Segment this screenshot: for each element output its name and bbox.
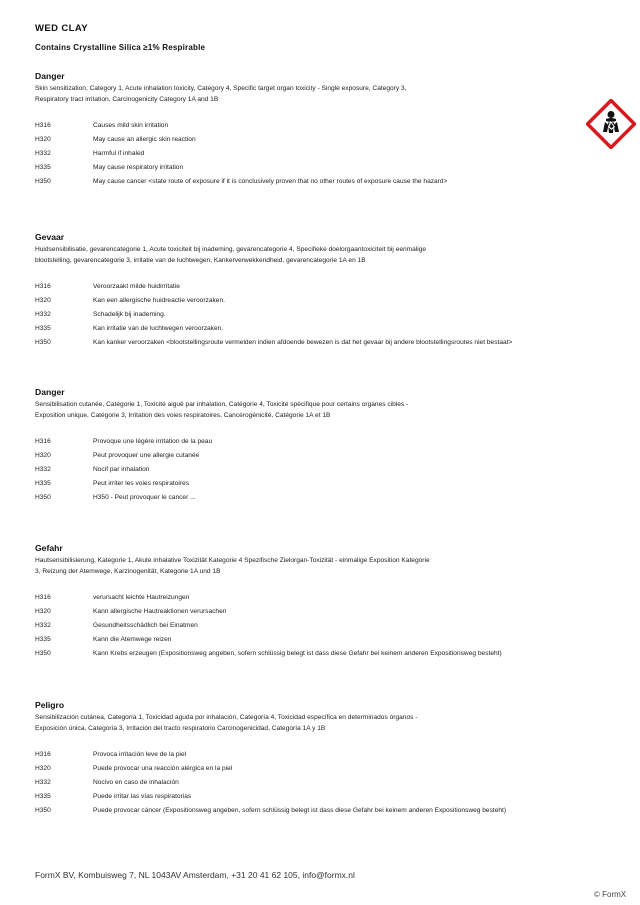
hazard-statement xyxy=(35,807,555,821)
hazard-statement xyxy=(35,793,555,807)
hazard-text: Schadelijk bij inademing. xyxy=(93,311,166,318)
hazard-statement xyxy=(35,311,555,325)
hazard-text: Harmful if inhaled xyxy=(93,150,145,157)
hazard-section-spanish xyxy=(35,700,555,821)
hazard-code: H350 xyxy=(35,178,51,185)
hazard-code: H332 xyxy=(35,150,51,157)
hazard-code: H350 xyxy=(35,339,51,346)
hazard-statement-list xyxy=(35,122,555,192)
hazard-text: Nocivo en caso de inhalación xyxy=(93,779,179,786)
hazard-code: H332 xyxy=(35,622,51,629)
hazard-statement-list xyxy=(35,751,555,821)
hazard-code: H316 xyxy=(35,122,51,129)
hazard-text: Kann die Atemwege reizen xyxy=(93,636,172,643)
hazard-classification: Hautsensibilisierung, Kategorie 1, Akute inhalative Toxizität Kategorie 4 Spezifische Zielorgan-Toxizität - einmalige Exposition Kategorie 3, Reizung der Atemwege, Karzinogenität, Kategorie 1A und 1B xyxy=(35,557,430,575)
signal-word: Danger xyxy=(35,387,65,397)
hazard-code: H320 xyxy=(35,297,51,304)
hazard-code: H320 xyxy=(35,452,51,459)
hazard-statement xyxy=(35,622,555,636)
hazard-statement xyxy=(35,765,555,779)
hazard-text: May cause an allergic skin reaction xyxy=(93,136,196,143)
hazard-code: H332 xyxy=(35,466,51,473)
hazard-code: H316 xyxy=(35,751,51,758)
hazard-code: H316 xyxy=(35,283,51,290)
hazard-text: Puede provocar cáncer (Expositionsweg angeben, sofern schlüssig belegt ist dass diese Gefahr bei keinem anderen Expositionsweg besteht) xyxy=(93,807,507,814)
product-title: WED CLAY xyxy=(35,23,88,34)
hazard-statement xyxy=(35,178,555,192)
hazard-text: Kan irritatie van de luchtwegen veroorzaken. xyxy=(93,325,224,332)
hazard-code: H316 xyxy=(35,438,51,445)
hazard-statement xyxy=(35,480,555,494)
hazard-code: H350 xyxy=(35,494,51,501)
hazard-text: Kann Krebs erzeugen (Expositionsweg angeben, sofern schlüssig belegt ist dass diese Gefahr bei keinem anderen Expositionsweg besteht) xyxy=(93,650,502,657)
hazard-section-german xyxy=(35,543,555,664)
hazard-statement xyxy=(35,136,555,150)
signal-word: Peligro xyxy=(35,700,65,710)
signal-word: Gevaar xyxy=(35,232,65,242)
hazard-section-english xyxy=(35,71,555,192)
health-hazard-icon xyxy=(586,99,636,149)
hazard-text: Peut irriter les voies respiratoires xyxy=(93,480,190,487)
hazard-statement xyxy=(35,339,555,353)
signal-word: Gefahr xyxy=(35,543,63,553)
copyright-notice: © FormX xyxy=(594,890,627,899)
hazard-text: Causes mild skin irritation xyxy=(93,122,169,129)
hazard-statement xyxy=(35,636,555,650)
hazard-statement xyxy=(35,164,555,178)
hazard-section-dutch xyxy=(35,232,555,353)
hazard-statement xyxy=(35,608,555,622)
hazard-statement xyxy=(35,325,555,339)
hazard-code: H350 xyxy=(35,807,51,814)
hazard-code: H320 xyxy=(35,765,51,772)
hazard-text: H350 - Peut provoquer le cancer ... xyxy=(93,494,196,501)
hazard-classification: Sensibilisation cutanée, Catégorie 1, Toxicité aiguë par inhalation, Catégorie 4, Toxicité spécifique pour certains organes cibles - Exposition unique, Catégorie 3, Irritation des voies respiratoires, Cancérogénicité, Catégorie 1A et 1B xyxy=(35,401,409,419)
hazard-classification: Skin sensitization, Category 1, Acute inhalation toxicity, Category 4, Specific target organ toxicity - Single exposure, Category 3, Respiratory tract irritation, Carcinogenicity Category 1A and 1B xyxy=(35,85,407,103)
hazard-text: Kann allergische Hautreaktionen verursachen xyxy=(93,608,227,615)
hazard-section-french xyxy=(35,387,555,508)
hazard-statement-list xyxy=(35,594,555,664)
hazard-classification: Sensibilización cutánea, Categoría 1, Toxicidad aguda por inhalación, Categoría 4, Toxicidad específica en determinados órganos - Exposición única, Categoría 3, Irritación del tracto respiratorio Carcinogenicidad, Categoría 1A y 1B xyxy=(35,714,418,732)
hazard-text: May cause cancer <state route of exposure if it is conclusively proven that no other routes of exposure cause the hazard> xyxy=(93,178,448,185)
signal-word: Danger xyxy=(35,71,65,81)
hazard-code: H335 xyxy=(35,325,51,332)
hazard-statement xyxy=(35,150,555,164)
hazard-text: Puede irritar las vías respiratorias xyxy=(93,793,192,800)
silica-warning-subtitle: Contains Crystalline Silica ≥1% Respirable xyxy=(35,43,206,52)
hazard-statement xyxy=(35,452,555,466)
hazard-text: Puede provocar una reacción alérgica en la piel xyxy=(93,765,233,772)
hazard-text: Veroorzaakt milde huidirritatie xyxy=(93,283,180,290)
hazard-code: H335 xyxy=(35,636,51,643)
hazard-statement-list xyxy=(35,438,555,508)
hazard-statement xyxy=(35,297,555,311)
hazard-statement xyxy=(35,650,555,664)
hazard-classification: Huidsensibilisatie, gevarencategorie 1, Acute toxiciteit bij inademing, gevarencategorie 4, Specifieke doelorgaantoxiciteit bij eenmalige blootstelling, gevarencategorie 3, irritatie van de luchtwegen, Kankerverwekkendheid, gevarencategorie 1A en 1B xyxy=(35,246,427,264)
hazard-text: May cause respiratory irritation xyxy=(93,164,184,171)
hazard-code: H335 xyxy=(35,793,51,800)
hazard-code: H335 xyxy=(35,164,51,171)
hazard-code: H320 xyxy=(35,608,51,615)
hazard-text: Peut provoquer une allergie cutanée xyxy=(93,452,200,459)
hazard-code: H335 xyxy=(35,480,51,487)
hazard-text: Provoca irritación leve de la piel xyxy=(93,751,187,758)
hazard-statement xyxy=(35,283,555,297)
hazard-statement xyxy=(35,779,555,793)
hazard-code: H316 xyxy=(35,594,51,601)
hazard-text: Gesundheitsschädlich bei Einatmen xyxy=(93,622,198,629)
hazard-code: H350 xyxy=(35,650,51,657)
hazard-text: Kan een allergische huidreactie veroorzaken. xyxy=(93,297,225,304)
hazard-text: Kan kanker veroorzaken <blootstellingsroute vermelden indien afdoende bewezen is dat het gevaar bij andere blootstellingsroutes niet bestaat> xyxy=(93,339,513,346)
company-footer: FormX BV, Kombuisweg 7, NL 1043AV Amsterdam, +31 20 41 62 105, info@formx.nl xyxy=(35,870,355,880)
hazard-statement xyxy=(35,494,555,508)
hazard-statement xyxy=(35,466,555,480)
hazard-code: H332 xyxy=(35,779,51,786)
hazard-text: verursacht leichte Hautreizungen xyxy=(93,594,190,601)
hazard-statement xyxy=(35,751,555,765)
hazard-text: Nocif par inhalation xyxy=(93,466,150,473)
hazard-statement xyxy=(35,438,555,452)
hazard-statement xyxy=(35,122,555,136)
hazard-statement xyxy=(35,594,555,608)
hazard-code: H332 xyxy=(35,311,51,318)
hazard-text: Provoque une légère irritation de la peau xyxy=(93,438,213,445)
hazard-statement-list xyxy=(35,283,555,353)
hazard-code: H320 xyxy=(35,136,51,143)
